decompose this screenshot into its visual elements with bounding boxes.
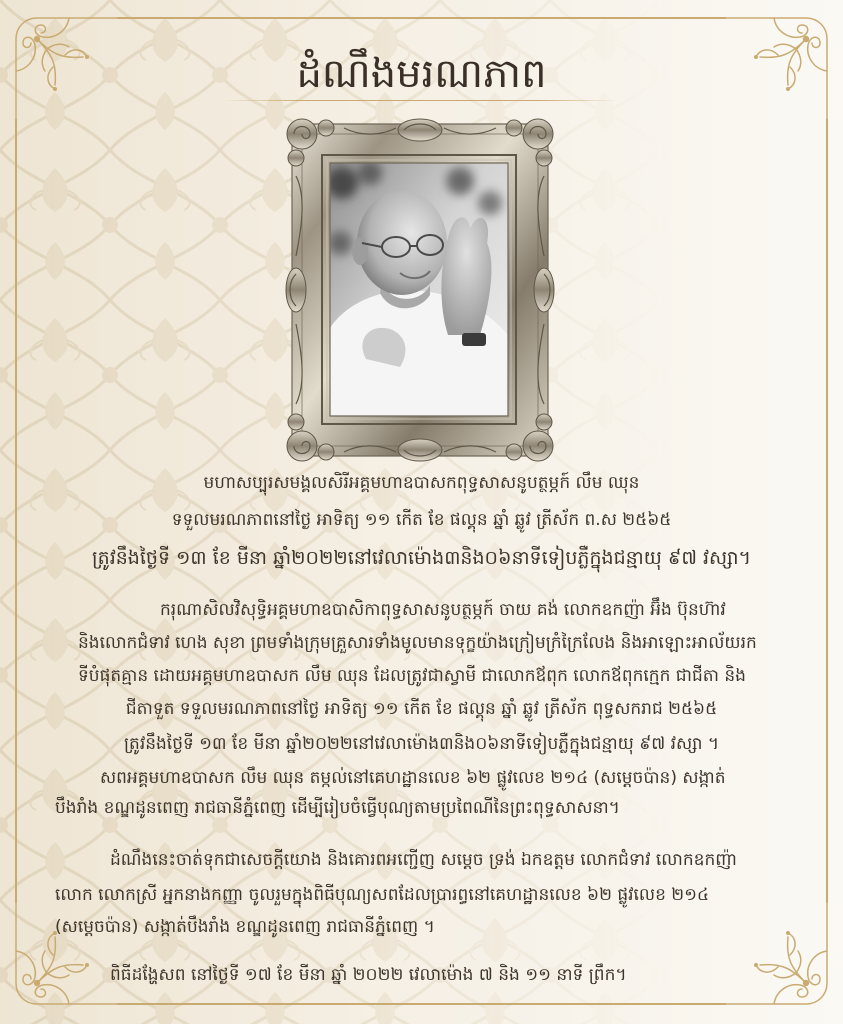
announcement-line-2: ទទួលមរណភាពនៅថ្ងៃ អាទិត្យ ១១ កើត ខែ ផល្គុន ឆ្នាំ ឆ្លូវ ត្រីស័ក ព.ស ២៥៦៥ xyxy=(171,510,672,530)
family-notice-line-5: ត្រូវនឹងថ្ងៃទី ១៣ ខែ មីនា ឆ្នាំ២០២២នៅវេលាម៉ោង៣និង០៦នាទីទៀបភ្លឺក្នុងជន្មាយុ ៩៧ វស្សា ។ xyxy=(123,734,720,754)
announcement-line-1: មហាសប្បុរសមង្គលសិរីអគ្គមហាឧបាសកពុទ្ធសាសនូបត្ថម្ភក៍ លឹម ឈុន xyxy=(203,473,640,493)
family-notice-line-4: ជីតាទួត ទទួលមរណភាពនៅថ្ងៃ អាទិត្យ ១១ កើត ខែ ផល្គុន ឆ្នាំ ឆ្លូវ ត្រីស័ក ពុទ្ធសករាជ ២៥៦៥ xyxy=(125,699,718,719)
border-right-line xyxy=(826,119,828,903)
page-title: ដំណឹងមរណភាព xyxy=(296,51,547,97)
ornate-photo-frame xyxy=(284,116,556,464)
announcement-line-3: ត្រូវនឹងថ្ងៃទី ១៣ ខែ មីនា ឆ្នាំ២០២២នៅវេលាម៉ោង៣និង០៦នាទីទៀបភ្លឺក្នុងជន្មាយុ ៩៧ វស្សា។ xyxy=(91,547,752,569)
frame-border xyxy=(292,124,548,456)
border-left-line xyxy=(15,119,17,903)
border-bottom-line xyxy=(117,1003,726,1005)
family-notice-line-1: ករុណាសិលវិសុទ្ធិអគ្គមហាឧបាសិកាពុទ្ធសាសនូបត្ថម្ភក៍ ចាយ គង់ លោកឧកញ៉ា អ៊ឹង ប៊ុនហ៊ាវ xyxy=(160,600,726,620)
wake-location-line-2: បឹងរាំង ខណ្ឌដូនពេញ រាជធានីភ្នំពេញ ដើម្បីរៀបចំធ្វើបុណ្យតាមប្រពៃណីនៃព្រះពុទ្ធសាសនា។ xyxy=(55,798,620,818)
procession-line: ពិធីដង្ហែសព នៅថ្ងៃទី ១៧ ខែ មីនា ឆ្នាំ ២០២២ វេលាម៉ោង ៧ និង ១១ នាទី ព្រឹក។ xyxy=(110,965,627,985)
invitation-line-2: លោក លោកស្រី អ្នកនាងកញ្ញា ចូលរួមក្នុងពិធីបុណ្យសពដែលប្រារព្ធនៅគេហដ្ឋានលេខ ៦២ ផ្លូវលេខ ២១៤ xyxy=(55,885,710,905)
wake-location-line-1: សពអគ្គមហាឧបាសក លឹម ឈុន តម្កល់នៅគេហដ្ឋានលេខ ៦២ ផ្លូវលេខ ២១៤ (សម្ដេចប៉ាន) សង្កាត់ xyxy=(100,768,726,788)
invitation-line-3: (សម្ដេចប៉ាន) សង្កាត់បឹងរាំង ខណ្ឌដូនពេញ រាជធានីភ្នំពេញ ។ xyxy=(55,917,435,937)
border-top-line xyxy=(117,17,726,19)
invitation-line-1: ដំណឹងនេះចាត់ទុកជាសេចក្ដីយោង និងគោរពអញ្ជើញ សម្ដេច ទ្រង់ ឯកឧត្ដម លោកជំទាវ លោកឧកញ៉ា xyxy=(110,850,737,870)
family-notice-line-3: ទីបំផុតគ្មាន ដោយអគ្គមហាឧបាសក លឹម ឈុន ដែលត្រូវជាស្វាមី ជាលោកឪពុក លោកឪពុកក្មេក ជាជីតា និង xyxy=(78,666,746,686)
family-notice-line-2: និងលោកជំទាវ ហេង សុខា ព្រមទាំងក្រុមគ្រួសារទាំងមូលមានទុក្ខយ៉ាងក្រៀមក្រំក្រៃលែង និងអាឡោះអាល័យរក xyxy=(78,633,757,653)
title-underline xyxy=(222,100,618,101)
